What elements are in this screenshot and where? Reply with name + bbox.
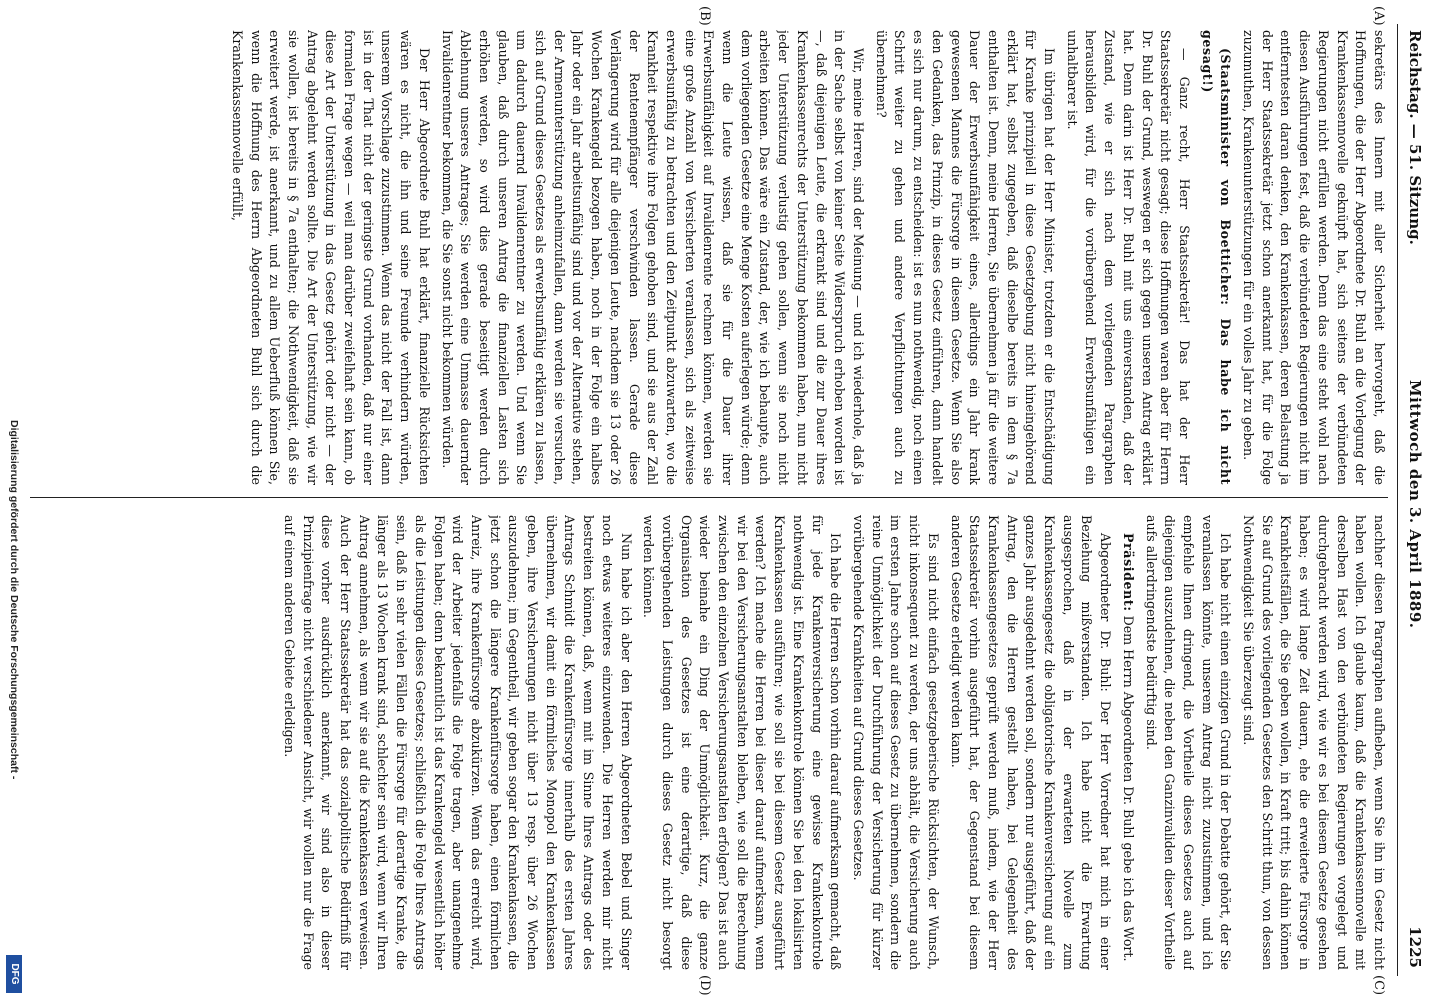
speaker-label: Präsident: <box>1120 533 1136 612</box>
margin-mark-b: (B) <box>697 6 712 26</box>
page-number: 1225 <box>1406 926 1424 968</box>
speaker-label: (Staatsminister von Boetticher: Das habe ich nicht gesagt!) <box>1199 30 1234 485</box>
paragraph-text: sekretärs des Innern mit aller Sicherheit hervorgeht, daß die Hoffnungen, die der Herr Abgeordnete Dr. Buhl an die Vorlegung der Krankenkassennovelle geknüpft hat, sich seitens der verbündeten Regierungen nicht erfüllen werden. Denn das eine steht wohl nach diesen Ausführungen fest, daß die verbündeten Regierungen nicht im entferntesten daran denken, den Krankenkassen, deren Belastung ja der Herr Staatssekretär jetzt schon anerkannt hat, für die Folge zuzumuthen, Krankenunterstützungen für ein volles Jahr zu geben. <box>1241 30 1387 485</box>
paragraph-text: Es sind nicht einfach gesetzgeberische Rücksichten, der Wunsch, nicht inkonsequent zu werden, der uns abhält, die Versicherung auch im ersten Jahre schon auf dieses Gesetz zu übernehmen, sondern die reine Unmöglichkeit der Durchführung der Versicherung für kürzer vorübergehende Krankheiten auf Grund dieses Gesetzes. <box>851 515 941 970</box>
paragraph <box>437 30 867 485</box>
paragraph <box>848 515 942 970</box>
right-text-column <box>18 515 1388 970</box>
paragraph <box>1118 515 1137 970</box>
session-title: Reichstag. — 51. Sitzung. <box>1406 30 1424 245</box>
margin-mark-a: (A) <box>1371 6 1386 26</box>
paragraph <box>1197 30 1234 485</box>
header-rule <box>1397 24 1398 976</box>
paragraph-text: Ich habe die Herren schon vorhin darauf aufmerksam gemacht, daß für jede Krankenversicherung eine gewisse Krankenkontrole nothwendig ist. Eine Krankenkontrole können Sie bei den lokalisirten Krankenkassen ausführen; wie soll sie bei diesem Gesetz ausgeführt werden? Ich mache die Herren bei dieser darauf aufmerksam, wenn wir bei den Versicherungsanstalten bleiben, wie soll die Berechnung zwischen den einzelnen Versicherungsanstalten erfolgen? Das ist auch wieder beinahe ein Ding der Unmöglichkeit. Kurz, die ganze Organisation des Gesetzes ist eine derartige, daß diese vorübergehenden Leistungen durch dieses Gesetz nicht besorgt werden können. <box>641 515 844 970</box>
paragraph <box>1062 30 1193 485</box>
paragraph <box>639 515 845 970</box>
margin-mark-c: (C) <box>1371 975 1386 996</box>
paragraph-text: Ich habe nicht einen einzigen Grund in der Debatte gehört, der Sie veranlassen könnte, unserem Antrag nicht zuzustimmen, und ich empfehle Ihnen dringend, die Vortheile dieses Gesetzes auch auf diejenigen auszudehnen, die neben den Ganzinvaliden dieser Vortheile aufs allerdringendste bedürftig sind. <box>1143 515 1234 970</box>
column-divider <box>18 497 1388 498</box>
paragraph <box>1238 30 1388 485</box>
digitization-note: Digitalisierung gefördert durch die Deutsche Forschungsgemeinschaft - <box>8 420 20 780</box>
paragraph-text: nachher diesen Paragraphen aufheben, wenn Sie ihn im Gesetz nicht haben wollen. Ich glaube kaum, daß die Krankenkassennovelle mit derselben Hast von den verbündeten Regierungen vorgelegt und durchgebracht werden wird, wie wir es bei diesem Gesetze gesehen haben; es wird lange Zeit dauern, ehe die erweiterte Fürsorge in Krankheitsfällen, die Sie geben wollen, in Kraft tritt; bis dahin können Sie auf Grund des vorliegenden Gesetzes den Schritt thun, von dessen Nothwendigkeit Sie überzeugt sind. <box>1241 515 1387 970</box>
paragraph-text: Dem Herrn Abgeordneten Dr. Buhl gebe ich das Wort. <box>1120 615 1136 962</box>
paragraph <box>227 30 433 485</box>
page-header <box>1394 0 1432 1000</box>
paragraph-text: Wir, meine Herren, sind der Meinung — und ich wiederhole, daß ja in der Sache selbst von keiner Seite Widerspruch erhoben worden ist —, daß diejenigen Leute, die erkrankt sind und die zur Dauer ihres Krankenkassenrechts der Unterstützung bekommen haben, nun nicht jeder Unterstützung verlustig gehen sollen, wenn sie noch nicht arbeiten können. Das wäre ein Zustand, der, wie ich behaupte, auch dem vorliegenden Gesetze eine Menge Kosten auferlegen würde; denn wenn die Leute wissen, daß sie für die Dauer ihrer Erwerbsunfähigkeit auf Invalidenrente rechnen können, werden sie eine große Anzahl von Versicherten veranlassen, sich als zeitweise erwerbsunfähig zu betrachten und den Zeitpunkt abzuwarten, wo die Krankheit respektive ihre Folgen gehoben sind, und sie aus der Zahl der Rentenempfänger verschwinden lassen. Gerade diese Verlängerung wird für alle diejenigen Leute, nachdem sie 13 oder 26 Wochen Krankengeld bezogen haben, noch in der Folge ein halbes Jahr oder ein Jahr arbeitsunfähig sind und vor der Alternative stehen, der Armenunterstützung anheimzufallen, dann werden sie versuchen, sich auf Grund dieses Gesetzes als erwerbsunfähig erklären zu lassen, um dadurch dauernd Invalidenrentner zu werden. Und wenn Sie glauben, daß durch unseren Antrag die finanziellen Lasten sich erhöhen werden, so wird dies gerade beseitigt werden durch Ablehnung unseres Antrages; Sie werden eine Unmasse dauernder Invalidenrentner bekommen, die Sie sonst nicht bekommen würden. <box>439 30 867 485</box>
paragraph <box>871 30 1058 485</box>
paragraph-text: Abgeordneter Dr. Buhl: Der Herr Vorredner hat mich in einer Beziehung mißverstanden. Ich habe nicht die Erwartung ausgesprochen, daß in der erwarteten Novelle zum Krankenkassengesetz die obligatorische Krankenversicherung auf ein ganzes Jahr ausgedehnt werden soll, sondern nur ausgeführt, daß der Antrag, den die Herren gestellt haben, bei Gelegenheit des Krankenkassengesetzes geprüft werden muß, indem, wie der Herr Staatssekretär vorhin ausgeführt hat, der Gegenstand bei diesem anderen Gesetze erledigt werden kann. <box>948 515 1114 970</box>
session-date: Mittwoch den 3. April 1889. <box>1406 380 1424 629</box>
left-text-column <box>18 30 1388 485</box>
paragraph <box>1141 515 1235 970</box>
paragraph <box>1238 515 1388 970</box>
paragraph <box>946 515 1114 970</box>
margin-mark-d: (D) <box>697 975 712 996</box>
digitization-footer <box>0 0 30 1000</box>
paragraph-text: Im übrigen hat der Herr Minister, trotzdem er die Entschädigung für Kranke prinzipiell in diese Gesetzgebung nicht hineingehörend erklärt hat, selbst zugegeben, daß dieselbe bereits in dem § 7a enthalten ist. Denn, meine Herren, Sie übernehmen ja für die weitere Dauer der Erwerbsunfähigkeit eines, allerdings ein Jahr krank gewesenen Mannes die Fürsorge in diesem Gesetze. Wenn Sie also den Gedanken, das Prinzip, in dieses Gesetz einführen, dann handelt es sich nur darum, zu entscheiden: ist es nun nothwendig, noch einen Schritt weiter zu gehen und andere Verpflichtungen auch zu übernehmen? <box>873 30 1058 485</box>
paragraph-text: — Ganz recht, Herr Staatssekretär! Das hat der Herr Staatssekretär nicht gesagt; diese Hoffnungen waren aber für Herrn Dr. Buhl der Grund, weswegen er sich gegen unseren Antrag erklärt hat. Denn darin ist Herr Dr. Buhl mit uns einverstanden, daß der Zustand, wie er sich nach dem vorliegenden Paragraphen herausbilden wird, für die vorübergehend Erwerbsunfähigen ein unhaltbarer ist. <box>1064 30 1192 485</box>
paragraph-text: Nun habe ich aber den Herren Abgeordneten Bebel und Singer noch etwas weiteres einzuwenden. Die Herren werden mir nicht bestreiten können, daß, wenn mit im Sinne Ihres Antrags oder des Antrags Schmidt die Krankenfürsorge innerhalb des ersten Jahres übernehmen, wir damit ein förmliches Monopol den Krankenkassen geben, ihre Versicherungen nicht über 13 resp. über 26 Wochen auszudehnen; im Gegentheil, wir geben sogar den Krankenkassen, die jetzt schon die längere Krankenfürsorge haben, einen förmlichen Anreiz, ihre Krankenfürsorge abzukürzen. Wenn das erreicht wird, wird der Arbeiter jedenfalls die Folge tragen, aber unangenehme Folgen haben; denn bekanntlich ist das Krankengeld wesentlich höher als die Leistungen dieses Gesetzes; schließlich die Folge Ihres Antrags sein, daß in sehr vielen Fällen die Fürsorge für derartige Kranke, die länger als 13 Wochen krank sind, schlechter sein wird, wenn wir Ihren Antrag annehmen, als wenn wir sie auf die Krankenkassen verweisen. Auch der Herr Staatssekretär hat das sozialpolitische Bedürfniß für diese vorher ausdrücklich anerkannt, wir sind also in dieser Prinzipienfrage nicht verschiedener Ansicht, wir wollen nur die Frage auf einem anderen Gebiete erledigen. <box>281 515 634 970</box>
dfg-logo: DFG <box>6 955 22 993</box>
paragraph-text: Der Herr Abgeordnete Buhl hat erklärt, finanzielle Rücksichten wären es nicht, die ihn und seine Freunde verhindern würden, unserem Vorschlage zuzustimmen. Wenn das nicht der Fall ist, dann ist in der That nicht der geringste Grund vorhanden, daß nur einer formalen Frage wegen — weil man darüber zweifelhaft sein kann, ob diese Art der Unterstützung in das Gesetz gehört oder nicht — der Antrag abgelehnt werden sollte. Die Art der Unterstützung, wie wir sie wollen, ist bereits in § 7a enthalten; die Nothwendigkeit, daß sie erweitert werde, ist anerkannt, und zu allem Ueberfluß können Sie, wenn die Hoffnung des Herrn Abgeordneten Buhl sich durch die Krankenkassennovelle erfüllt, <box>229 30 432 485</box>
paragraph <box>279 515 634 970</box>
